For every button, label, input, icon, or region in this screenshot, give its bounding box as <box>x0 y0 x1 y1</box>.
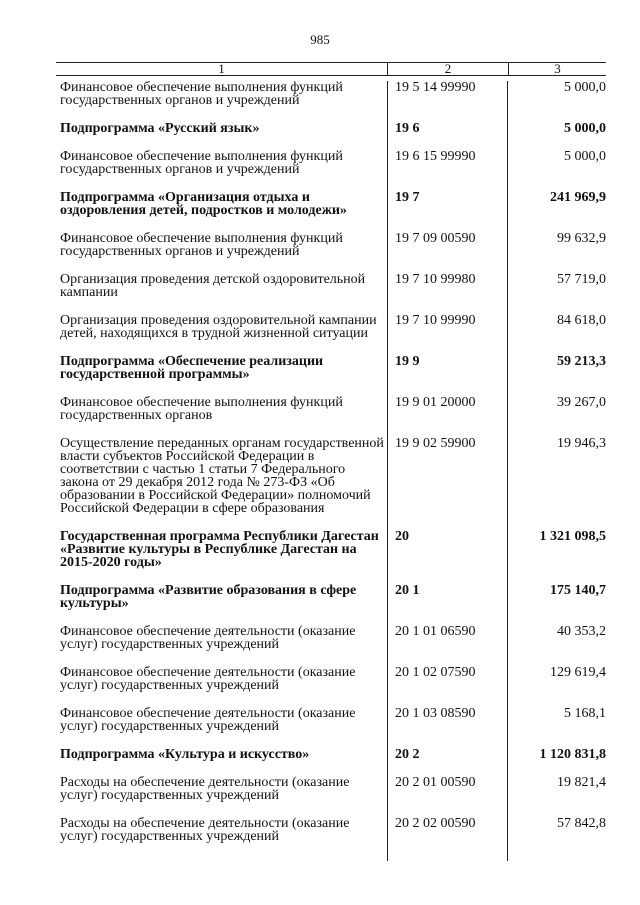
row-amount: 241 969,9 <box>550 190 606 205</box>
table-row <box>56 150 606 176</box>
row-code: 20 <box>395 529 409 544</box>
row-name: Подпрограмма «Организация отдыха и оздоровления детей, подростков и молодежи» <box>60 190 347 218</box>
row-amount: 19 946,3 <box>557 436 606 451</box>
row-code: 19 6 <box>395 121 420 136</box>
row-name: Подпрограмма «Культура и искусство» <box>60 747 310 762</box>
row-code: 19 7 10 99980 <box>395 272 476 287</box>
row-name: Подпрограмма «Обеспечение реализации государственной программы» <box>60 354 324 382</box>
row-name: Финансовое обеспечение выполнения функций государственных органов <box>60 395 343 423</box>
row-amount: 1 321 098,5 <box>539 529 606 544</box>
row-amount: 129 619,4 <box>550 665 606 680</box>
row-name: Государственная программа Республики Дагестан «Развитие культуры в Республике Дагестан на 2015-2020 годы» <box>60 529 379 570</box>
row-name: Финансовое обеспечение деятельности (оказание услуг) государственных учреждений <box>60 706 356 734</box>
table-row <box>56 81 606 107</box>
row-code: 19 6 15 99990 <box>395 149 476 164</box>
row-code: 20 1 02 07590 <box>395 665 476 680</box>
row-code: 19 7 09 00590 <box>395 231 476 246</box>
table-row <box>56 776 606 802</box>
budget-table <box>56 62 606 861</box>
row-code: 20 1 03 08590 <box>395 706 476 721</box>
row-code: 19 9 01 20000 <box>395 395 476 410</box>
header-col-2: 2 <box>387 63 508 75</box>
row-name: Финансовое обеспечение деятельности (оказание услуг) государственных учреждений <box>60 665 356 693</box>
table-row <box>56 273 606 299</box>
row-amount: 5 000,0 <box>564 121 606 136</box>
table-row <box>56 232 606 258</box>
table-row <box>56 625 606 651</box>
row-amount: 40 353,2 <box>557 624 606 639</box>
row-amount: 175 140,7 <box>550 583 606 598</box>
row-name: Расходы на обеспечение деятельности (оказание услуг) государственных учреждений <box>60 816 350 844</box>
row-amount: 59 213,3 <box>557 354 606 369</box>
row-name: Расходы на обеспечение деятельности (оказание услуг) государственных учреждений <box>60 775 350 803</box>
table-row <box>56 191 606 217</box>
page-number: 985 <box>310 32 330 47</box>
row-code: 19 7 <box>395 190 420 205</box>
row-code: 20 2 02 00590 <box>395 816 476 831</box>
row-name: Финансовое обеспечение выполнения функций государственных органов и учреждений <box>60 149 343 177</box>
table-row <box>56 437 606 515</box>
header-col-3: 3 <box>508 63 606 75</box>
row-amount: 57 719,0 <box>557 272 606 287</box>
row-code: 20 1 <box>395 583 420 598</box>
table-row <box>56 584 606 610</box>
row-amount: 5 000,0 <box>564 149 606 164</box>
row-code: 19 9 02 59900 <box>395 436 476 451</box>
row-code: 19 9 <box>395 354 420 369</box>
row-code: 20 2 <box>395 747 420 762</box>
row-name: Осуществление переданных органам государственной власти субъектов Российской Федерации в соответствии с частью 1 статьи 7 Федерального закона от 29 декабря 2012 года № 273-ФЗ «Об образовании в Российской Федерации» полномочий Российской Федерации в сфере образования <box>60 436 384 516</box>
header-col-1: 1 <box>218 61 225 76</box>
row-name: Подпрограмма «Русский язык» <box>60 121 260 136</box>
table-row <box>56 748 606 761</box>
column-divider-2 <box>507 81 508 861</box>
table-row <box>56 355 606 381</box>
table-body <box>56 81 606 861</box>
row-code: 20 2 01 00590 <box>395 775 476 790</box>
row-amount: 1 120 831,8 <box>539 747 606 762</box>
table-row <box>56 817 606 843</box>
table-row <box>56 707 606 733</box>
row-name: Подпрограмма «Развитие образования в сфере культуры» <box>60 583 357 611</box>
row-name: Организация проведения оздоровительной кампании детей, находящихся в трудной жизненной ситуации <box>60 313 377 341</box>
row-name: Финансовое обеспечение выполнения функций государственных органов и учреждений <box>60 231 343 259</box>
row-name: Финансовое обеспечение деятельности (оказание услуг) государственных учреждений <box>60 624 356 652</box>
row-code: 19 7 10 99990 <box>395 313 476 328</box>
table-row <box>56 122 606 135</box>
table-row <box>56 530 606 569</box>
row-amount: 99 632,9 <box>557 231 606 246</box>
row-amount: 19 821,4 <box>557 775 606 790</box>
row-amount: 57 842,8 <box>557 816 606 831</box>
row-amount: 5 168,1 <box>564 706 606 721</box>
row-amount: 39 267,0 <box>557 395 606 410</box>
row-code: 20 1 01 06590 <box>395 624 476 639</box>
table-row <box>56 314 606 340</box>
row-name: Финансовое обеспечение выполнения функций государственных органов и учреждений <box>60 80 343 108</box>
row-name: Организация проведения детской оздоровительной кампании <box>60 272 366 300</box>
row-amount: 5 000,0 <box>564 80 606 95</box>
column-divider-1 <box>387 81 388 861</box>
row-amount: 84 618,0 <box>557 313 606 328</box>
row-code: 19 5 14 99990 <box>395 80 476 95</box>
table-row <box>56 666 606 692</box>
table-row <box>56 396 606 422</box>
table-header <box>56 62 606 76</box>
